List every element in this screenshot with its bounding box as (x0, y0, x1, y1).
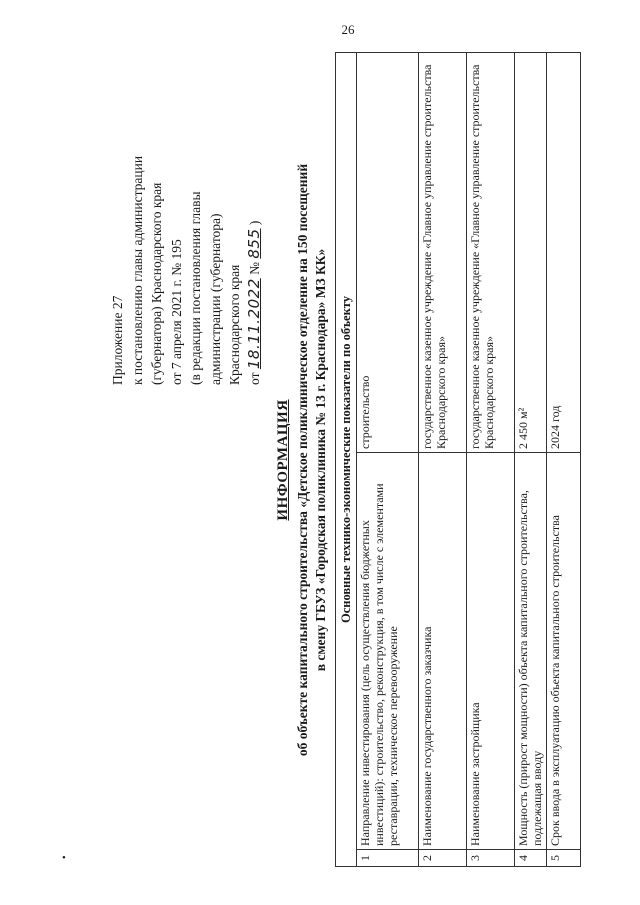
appendix-line: от 7 апреля 2021 г. № 195 (168, 239, 184, 385)
row-value: государственное казенное учреждение «Главное управление строительства Краснодарского края» (419, 53, 467, 453)
row-name: Мощность (прирост мощности) объекта капитального строительства, подлежащая вводу (515, 453, 547, 850)
appendix-line: Приложение 27 (110, 295, 125, 385)
row-number: 3 (467, 850, 515, 867)
appendix-line: администрации (губернатора) (207, 213, 223, 385)
row-value: 2 450 м² (515, 53, 547, 453)
appendix-line: к постановлению главы администрации (129, 155, 145, 385)
indicators-table (335, 52, 581, 867)
title-line-1: об объекте капитального строительства «Детское поликлиническое отделение на 150 посещений (295, 163, 310, 757)
appendix-line: Краснодарского края (227, 264, 242, 385)
handwritten-date: 18.11.2022 (244, 278, 263, 370)
rotated-sheet (30, 45, 610, 875)
row-number: 4 (515, 850, 547, 867)
row-number: 2 (419, 850, 467, 867)
row-name: Направление инвестирования (цель осуществления бюджетных инвестиций): строительство, реконструкция, в том числе с элементами реставрации, техническое перевооружение (357, 453, 419, 850)
table-row (467, 53, 515, 867)
table-header-row (336, 53, 357, 867)
document-title (275, 45, 330, 875)
handwritten-number: 855 (244, 228, 263, 259)
row-name: Наименование государственного заказчика (419, 453, 467, 850)
number-sign: № (246, 261, 262, 275)
close-paren: ) (246, 220, 262, 226)
row-name: Наименование застройщика (467, 453, 515, 850)
table-row (547, 53, 581, 867)
title-line-2: в смену ГБУЗ «Городская поликлиника № 13 г. Краснодара» МЗ КК» (313, 248, 328, 672)
from-prefix: от (246, 372, 262, 385)
appendix-block (108, 45, 264, 385)
table-row (515, 53, 547, 867)
row-number: 5 (547, 850, 581, 867)
table-row (419, 53, 467, 867)
row-value: 2024 год (547, 53, 581, 453)
row-name: Срок ввода в эксплуатацию объекта капитального строительства (547, 453, 581, 850)
row-value: государственное казенное учреждение «Главное управление строительства Краснодарского края» (467, 53, 515, 453)
row-number: 1 (357, 850, 419, 867)
title-main: ИНФОРМАЦИЯ (275, 399, 291, 521)
table-header: Основные технико-экономические показатели по объекту (336, 53, 357, 867)
page-number: 26 (341, 22, 355, 37)
appendix-line: (губернатора) Краснодарского края (149, 182, 164, 385)
appendix-date-line (245, 45, 265, 385)
appendix-line: (в редакции постановления главы (188, 191, 203, 385)
table-row (357, 53, 419, 867)
scan-speck: • (62, 852, 66, 864)
row-value: строительство (357, 53, 419, 453)
